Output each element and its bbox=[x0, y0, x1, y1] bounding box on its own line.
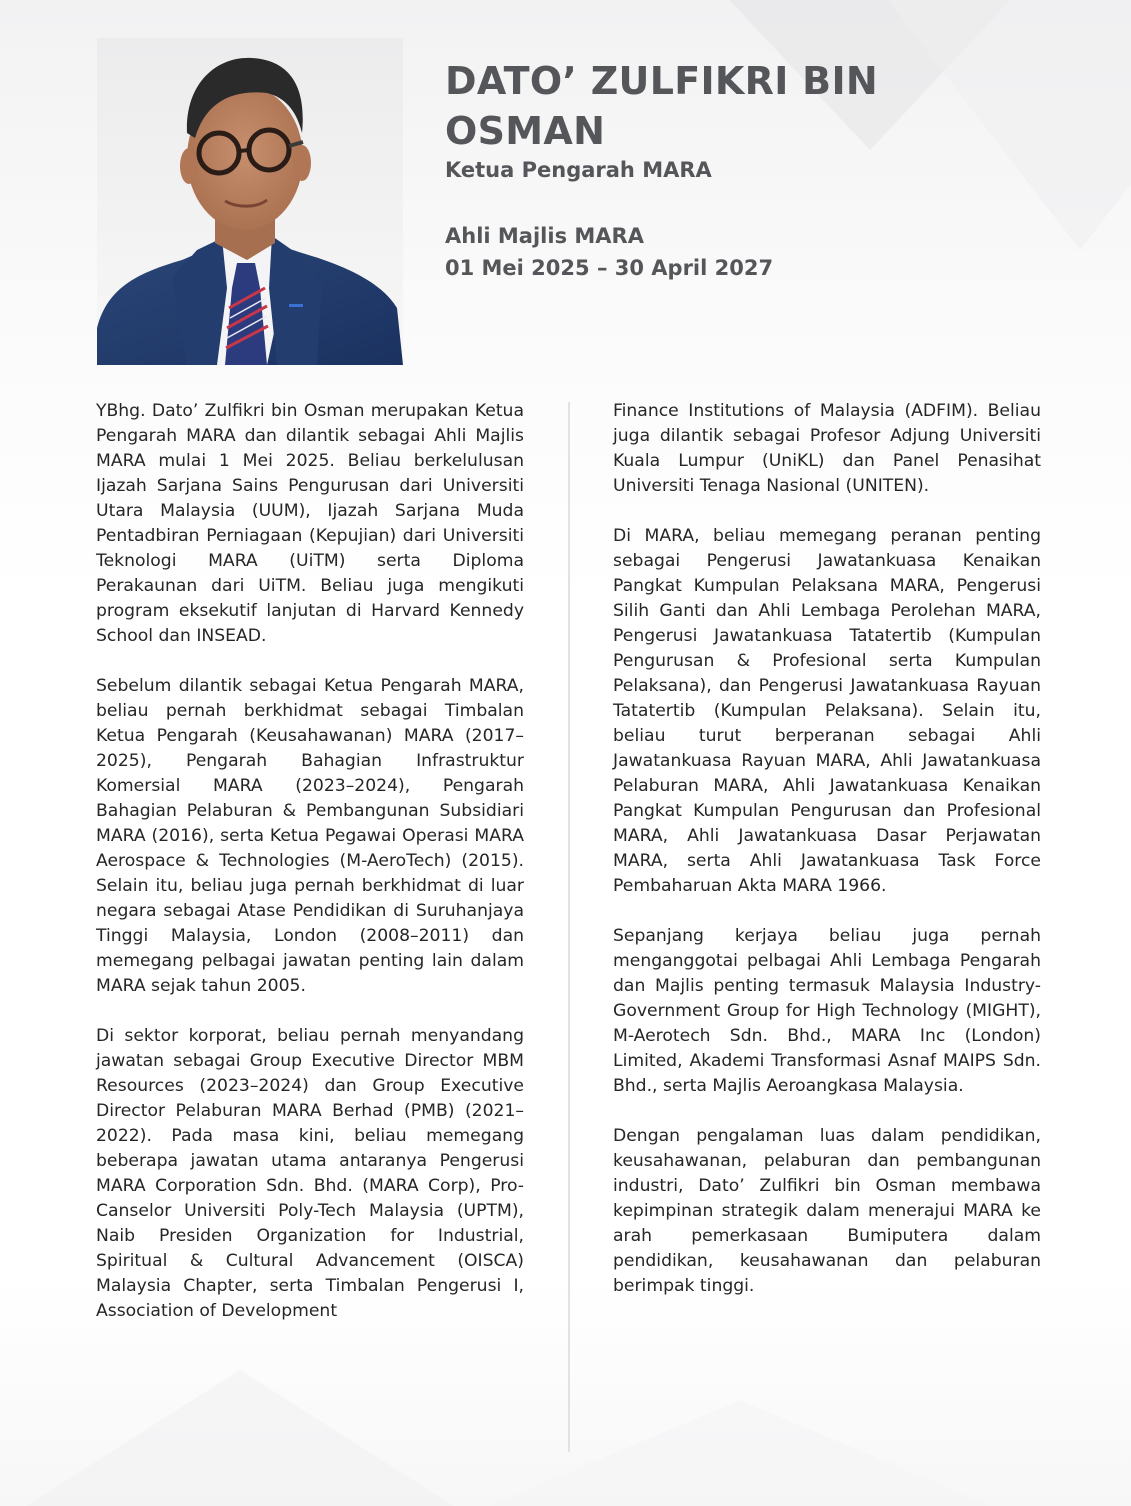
position-title: Ketua Pengarah MARA bbox=[445, 158, 712, 182]
background-shape bbox=[480, 1400, 1000, 1506]
person-name bbox=[445, 56, 1005, 156]
bio-paragraph-education: YBhg. Dato’ Zulfikri bin Osman merupakan Ketua Pengarah MARA dan dilantik sebagai Ahli Majlis MARA mulai 1 Mei 2025. Beliau berkelulusan Ijazah Sarjana Sains Pengurusan dari Universiti Utara Malaysia (UUM), Ijazah Sarjana Muda Pentadbiran Perniagaan (Kepujian) dari Universiti Teknologi MARA (UiTM) serta Diploma Perakaunan dari UiTM. Beliau juga mengikuti program eksekutif lanjutan di Harvard Kennedy School dan INSEAD. bbox=[96, 401, 524, 646]
person-name-line-1: DATO’ ZULFIKRI BIN bbox=[445, 59, 878, 103]
portrait-photo bbox=[97, 38, 403, 365]
column-divider bbox=[568, 402, 570, 1452]
person-name-line-2: OSMAN bbox=[445, 109, 606, 153]
bio-paragraph-boards: Sepanjang kerjaya beliau juga pernah menganggotai pelbagai Ahli Lembaga Pengarah dan Majlis penting termasuk Malaysia Industry-Government Group for High Technology (MIGHT), M-Aerotech Sdn. Bhd., MARA Inc (London) Limited, Akademi Transformasi Asnaf MAIPS Sdn. Bhd., serta Majlis Aeroangkasa Malaysia. bbox=[613, 926, 1041, 1096]
bio-paragraph-mara-roles: Di MARA, beliau memegang peranan penting sebagai Pengerusi Jawatankuasa Kenaikan Pangkat Kumpulan Pelaksana MARA, Pengerusi Silih Ganti dan Ahli Lembaga Perolehan MARA, Pengerusi Jawatankuasa Tatatertib (Kumpulan Pengurusan & Profesional serta Kumpulan Pelaksana), dan Pengerusi Jawatankuasa Rayuan Tatatertib (Kumpulan Pelaksana). Selain itu, beliau turut berperanan sebagai Ahli Jawatankuasa Rayuan MARA, Ahli Jawatankuasa Pelaburan MARA, Ahli Jawatankuasa Kenaikan Pangkat Kumpulan Pengurusan dan Profesional MARA, Ahli Jawatankuasa Dasar Perjawatan MARA, serta Ahli Jawatankuasa Task Force Pembaharuan Akta MARA 1966. bbox=[613, 526, 1041, 896]
background-shape bbox=[20, 1370, 460, 1506]
membership-term: 01 Mei 2025 – 30 April 2027 bbox=[445, 256, 774, 280]
portrait-illustration bbox=[97, 38, 403, 365]
biography-right-column bbox=[613, 399, 1041, 1299]
bio-paragraph-summary: Dengan pengalaman luas dalam pendidikan, keusahawanan, pelaburan dan pembangunan industri, Dato’ Zulfikri bin Osman membawa kepimpinan strategik dalam menerajui MARA ke arah pemerkasaan Bumiputera dalam pendidikan, keusahawanan dan pelaburan berimpak tinggi. bbox=[613, 1126, 1041, 1296]
council-membership: Ahli Majlis MARA bbox=[445, 224, 644, 248]
bio-paragraph-corporate: Di sektor korporat, beliau pernah menyandang jawatan sebagai Group Executive Director MBM Resources (2023–2024) dan Group Executive Director Pelaburan MARA Berhad (PMB) (2021–2022). Pada masa kini, beliau memegang beberapa jawatan utama antaranya Pengerusi MARA Corporation Sdn. Bhd. (MARA Corp), Pro-Canselor Universiti Poly-Tech Malaysia (UPTM), Naib Presiden Organization for Industrial, Spiritual & Cultural Advancement (OISCA) Malaysia Chapter, serta Timbalan Pengerusi I, Association of Development bbox=[96, 1026, 524, 1321]
bio-paragraph-corporate-continued: Finance Institutions of Malaysia (ADFIM). Beliau juga dilantik sebagai Profesor Adjung Universiti Kuala Lumpur (UniKL) dan Panel Penasihat Universiti Tenaga Nasional (UNITEN). bbox=[613, 401, 1041, 496]
bio-paragraph-career: Sebelum dilantik sebagai Ketua Pengarah MARA, beliau pernah berkhidmat sebagai Timbalan Ketua Pengarah (Keusahawanan) MARA (2017–2025), Pengarah Bahagian Infrastruktur Komersial MARA (2023–2024), Pengarah Bahagian Pelaburan & Pembangunan Subsidiari MARA (2016), serta Ketua Pegawai Operasi MARA Aerospace & Technologies (M-AeroTech) (2015). Selain itu, beliau juga pernah berkhidmat di luar negara sebagai Atase Pendidikan di Suruhanjaya Tinggi Malaysia, London (2008–2011) dan memegang pelbagai jawatan penting lain dalam MARA sejak tahun 2005. bbox=[96, 676, 524, 996]
biography-left-column bbox=[96, 399, 524, 1324]
profile-header bbox=[445, 56, 1005, 284]
